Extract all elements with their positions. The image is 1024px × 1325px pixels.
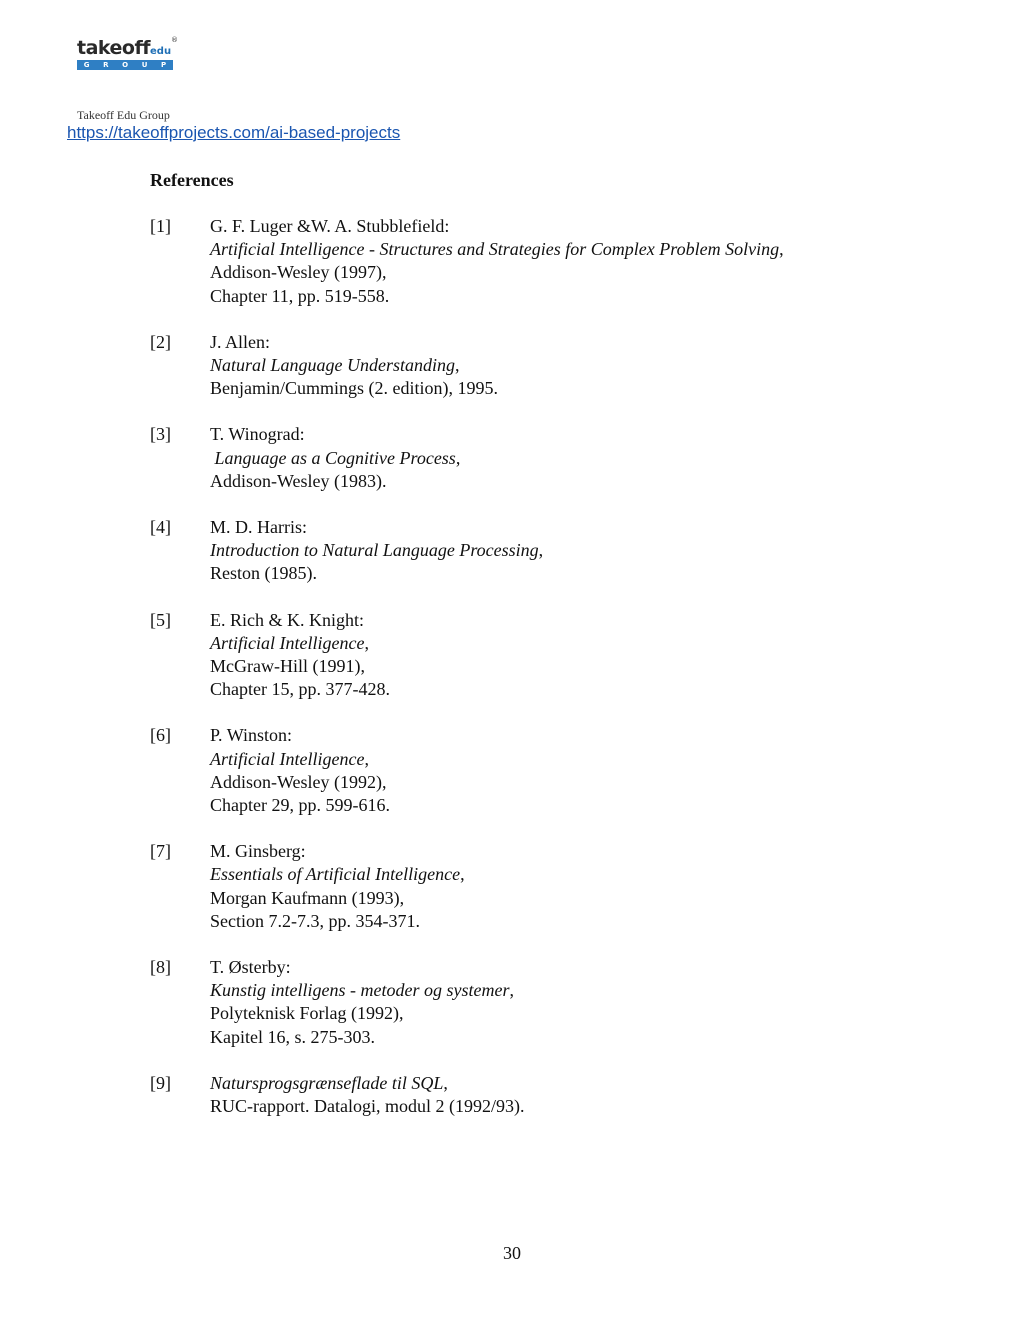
reference-detail: Chapter 11, pp. 519-558. — [210, 285, 390, 306]
reference-body — [210, 1072, 970, 1118]
reference-detail: Kapitel 16, s. 275-303. — [210, 1026, 375, 1047]
reference-detail: Chapter 15, pp. 377-428. — [210, 679, 390, 700]
reference-title: Artificial Intelligence — [210, 632, 365, 653]
reference-title-line: Artificial Intelligence, — [210, 748, 369, 769]
reference-title: Essentials of Artificial Intelligence — [210, 864, 461, 885]
reference-entry — [150, 215, 970, 308]
reference-entry — [150, 331, 970, 401]
reference-body — [210, 609, 970, 702]
reference-body — [210, 423, 970, 493]
reference-entry — [150, 840, 970, 933]
reference-title-line: Natursprogsgrænseflade til SQL, — [210, 1072, 448, 1093]
reference-detail: McGraw-Hill (1991), — [210, 656, 365, 677]
reference-body — [210, 516, 970, 586]
reference-title: Introduction to Natural Language Processing — [210, 540, 539, 561]
reference-entry — [150, 1072, 970, 1118]
reference-entry — [150, 423, 970, 493]
reference-detail: Addison-Wesley (1997), — [210, 262, 387, 283]
reference-entry — [150, 516, 970, 586]
reference-body — [210, 724, 970, 817]
reference-authors: T. Winograd: — [210, 424, 305, 445]
page-number: 30 — [503, 1243, 521, 1263]
reference-body — [210, 331, 970, 401]
reference-body — [210, 215, 970, 308]
reference-number: [3] — [150, 424, 171, 445]
reference-authors: E. Rich & K. Knight: — [210, 609, 364, 630]
logo-group-letter: O — [122, 61, 129, 69]
logo-group-letter: P — [161, 61, 167, 69]
reference-title-line: Language as a Cognitive Process, — [210, 447, 461, 468]
reference-detail: Addison-Wesley (1983). — [210, 470, 387, 491]
reference-title: Natural Language Understanding — [210, 355, 456, 376]
projects-link[interactable]: https://takeoffprojects.com/ai-based-projects — [67, 123, 401, 142]
reference-authors: J. Allen: — [210, 331, 271, 352]
organization-name: Takeoff Edu Group — [77, 108, 170, 122]
reference-detail: Polyteknisk Forlag (1992), — [210, 1003, 404, 1024]
reference-title: Artificial Intelligence — [210, 748, 365, 769]
logo-group-letter: R — [103, 61, 109, 69]
reference-title: Language as a Cognitive Process — [210, 447, 456, 468]
logo-group-letter: U — [141, 61, 148, 69]
reference-number: [6] — [150, 725, 171, 746]
reference-title: Kunstig intelligens - metoder og systemer — [210, 980, 510, 1001]
reference-title-line: Introduction to Natural Language Processing, — [210, 540, 544, 561]
reference-authors: M. D. Harris: — [210, 517, 307, 538]
takeoff-edu-logo — [77, 38, 177, 70]
reference-number: [2] — [150, 331, 171, 352]
reference-detail: RUC-rapport. Datalogi, modul 2 (1992/93). — [210, 1096, 525, 1117]
reference-number: [4] — [150, 517, 171, 538]
reference-authors: M. Ginsberg: — [210, 841, 306, 862]
reference-body — [210, 840, 970, 933]
reference-authors: T. Østerby: — [210, 957, 291, 978]
reference-number: [9] — [150, 1072, 171, 1093]
reference-entry — [150, 609, 970, 702]
reference-title: Natursprogsgrænseflade til SQL — [210, 1072, 444, 1093]
reference-number: [8] — [150, 957, 171, 978]
registered-mark: ® — [171, 36, 178, 44]
logo-group-bar — [77, 60, 173, 70]
reference-detail: Section 7.2-7.3, pp. 354-371. — [210, 910, 420, 931]
logo-group-letter: G — [83, 61, 90, 69]
references-heading: References — [150, 170, 234, 190]
reference-title-line: Artificial Intelligence, — [210, 632, 369, 653]
reference-entry — [150, 956, 970, 1049]
reference-authors: G. F. Luger &W. A. Stubblefield: — [210, 216, 450, 236]
references-list — [150, 215, 970, 1141]
reference-number: [1] — [150, 216, 171, 236]
reference-body — [210, 956, 970, 1049]
reference-detail: Morgan Kaufmann (1993), — [210, 887, 405, 908]
reference-number: [5] — [150, 609, 171, 630]
reference-detail: Addison-Wesley (1992), — [210, 771, 387, 792]
reference-detail: Chapter 29, pp. 599-616. — [210, 795, 390, 816]
reference-number: [7] — [150, 841, 171, 862]
logo-wordmark: takeoff — [77, 37, 151, 59]
reference-detail: Benjamin/Cummings (2. edition), 1995. — [210, 378, 498, 399]
logo-edu-mark: edu — [150, 46, 172, 57]
reference-entry — [150, 724, 970, 817]
reference-title-line: Kunstig intelligens - metoder og systemer, — [210, 980, 514, 1001]
reference-detail: Reston (1985). — [210, 563, 317, 584]
reference-authors: P. Winston: — [210, 725, 292, 746]
reference-title-line: Artificial Intelligence - Structures and Strategies for Complex Problem Solving, — [210, 239, 784, 260]
reference-title-line: Natural Language Understanding, — [210, 355, 460, 376]
reference-title-line: Essentials of Artificial Intelligence, — [210, 864, 465, 885]
reference-title: Artificial Intelligence - Structures and Strategies for Complex Problem Solving — [210, 239, 780, 260]
